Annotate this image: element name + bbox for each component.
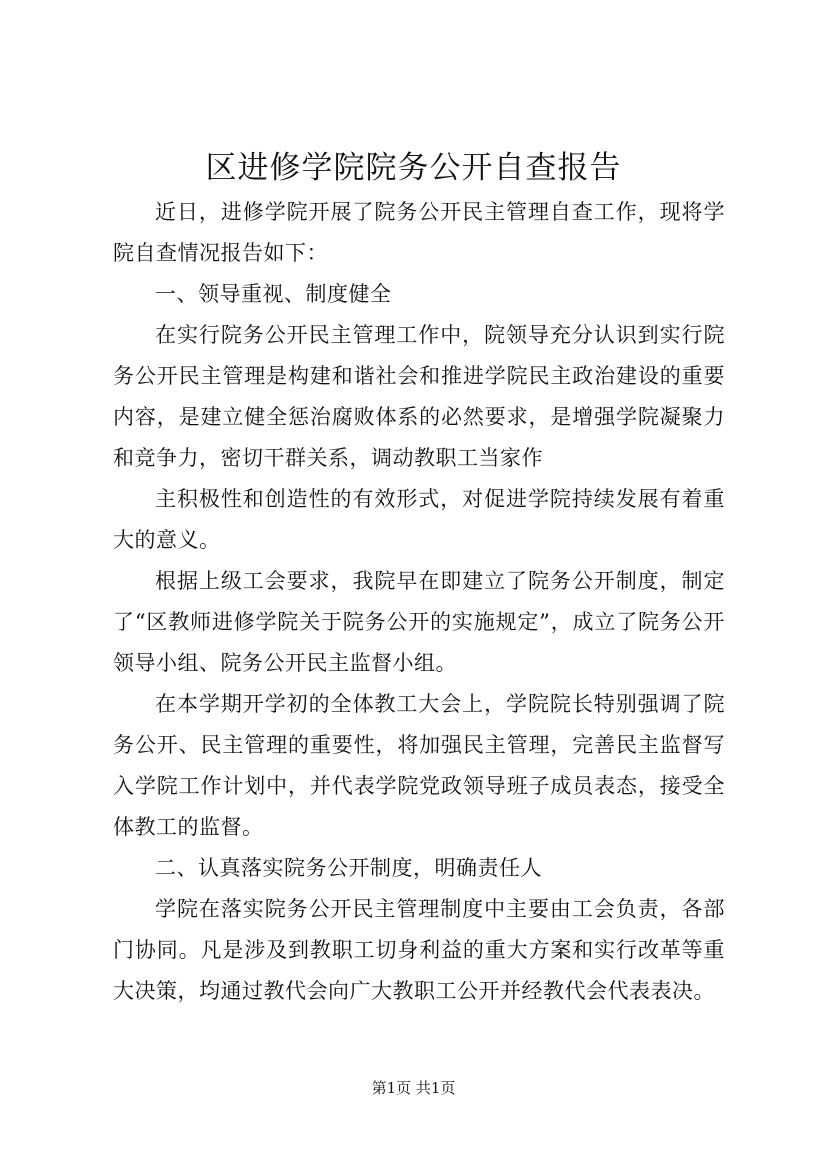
paragraph: 主积极性和创造性的有效形式，对促进学院持续发展有着重大的意义。 — [113, 487, 725, 552]
page-footer: 第1页 共1页 — [371, 1079, 456, 1097]
document-body — [113, 192, 725, 1012]
paragraph: 学院在落实院务公开民主管理制度中主要由工会负责，各部门协同。凡是涉及到教职工切身利益的重大方案和实行改革等重大决策，均通过教代会向广大教职工公开并经教代会代表表决。 — [113, 897, 725, 1003]
paragraph: 在实行院务公开民主管理工作中，院领导充分认识到实行院务公开民主管理是构建和谐社会和推进学院民主政治建设的重要内容，是建立健全惩治腐败体系的必然要求，是增强学院凝聚力和竞争力，密切干群关系，调动教职工当家作 — [113, 323, 725, 470]
paragraph: 根据上级工会要求，我院早在即建立了院务公开制度，制定了“区教师进修学院关于院务公开的实施规定”，成立了院务公开领导小组、院务公开民主监督小组。 — [113, 569, 725, 675]
document-title: 区进修学院院务公开自查报告 — [205, 150, 622, 186]
section-heading-2: 二、认真落实院务公开制度，明确责任人 — [155, 856, 542, 880]
section-heading-1: 一、领导重视、制度健全 — [155, 282, 392, 306]
paragraph-intro: 近日，进修学院开展了院务公开民主管理自查工作，现将学院自查情况报告如下： — [113, 200, 725, 265]
paragraph: 在本学期开学初的全体教工大会上，学院院长特别强调了院务公开、民主管理的重要性，将加强民主管理，完善民主监督写入学院工作计划中，并代表学院党政领导班子成员表态，接受全体教工的监督。 — [113, 692, 725, 839]
